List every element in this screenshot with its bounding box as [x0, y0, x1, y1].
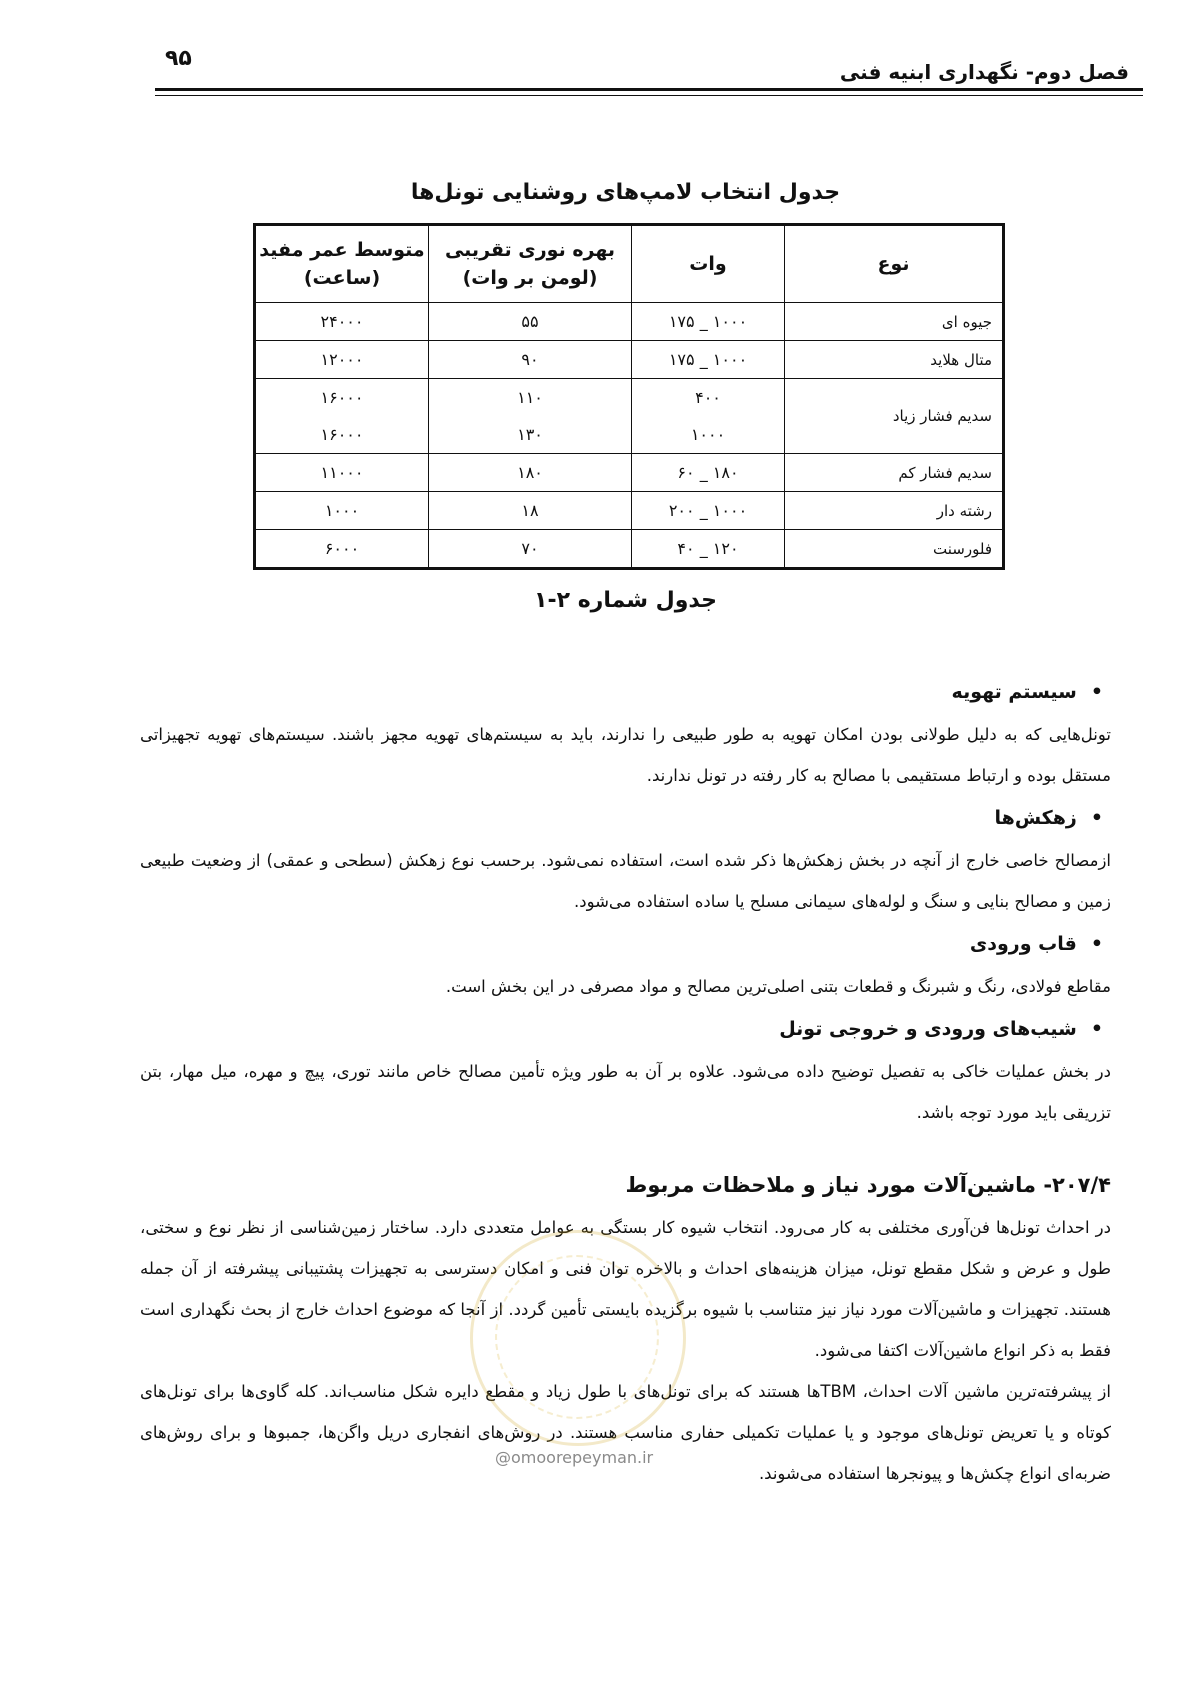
cell-type: رشته دار	[785, 492, 1004, 530]
bullet-heading	[140, 796, 1111, 840]
table-row	[255, 454, 1004, 492]
ventilation-paragraph: تونل‌هایی که به دلیل طولانی بودن امکان تهویه به طور طبیعی را ندارند، باید به سیستم‌های تهویه مجهز باشند. سیستم‌های تهویه تجهیزاتی مستقل بوده و ارتباط مستقیمی با مصالح به کار رفته در تونل ندارند.	[140, 725, 1111, 785]
cell-watt: ۱۸۰ _ ۶۰	[632, 454, 785, 492]
header-rule	[155, 88, 1143, 91]
bullet-icon: •	[1090, 807, 1103, 829]
header-rule-thin	[155, 95, 1143, 96]
header-efficacy	[429, 225, 632, 303]
cell-type: جیوه ای	[785, 303, 1004, 341]
cell-efficacy: ۹۰	[429, 341, 632, 379]
bullet-heading	[140, 670, 1111, 714]
header-type: نوع	[785, 225, 1004, 303]
bullet-heading	[140, 1007, 1111, 1051]
cell-efficacy: ۱۸	[429, 492, 632, 530]
cell-life: ۱۶۰۰۰	[255, 416, 429, 454]
table-caption: جدول شماره ۲-۱	[534, 588, 717, 613]
cell-type: فلورسنت	[785, 530, 1004, 569]
cell-life: ۱۰۰۰	[255, 492, 429, 530]
cell-watt: ۱۰۰۰ _ ۱۷۵	[632, 303, 785, 341]
cell-efficacy: ۷۰	[429, 530, 632, 569]
machinery-paragraph-2: از پیشرفته‌ترین ماشین آلات احداث، TBMها هستند که برای تونل‌های با طول زیاد و مقطع دایره شکل مناسب‌اند. کله گاوی‌ها برای تونل‌های کوتاه و یا تعریض تونل‌های موجود و یا عملیات تکمیلی حفاری مناسب هستند. در روش‌های انفجاری دریل واگن‌ها، جمبوها و برای روش‌های ضربه‌ای انواع چکش‌ها و پیونجرها استفاده می‌شوند.	[140, 1382, 1111, 1483]
at-icon: @	[495, 1448, 511, 1467]
table-row	[255, 341, 1004, 379]
header-life-line1: متوسط عمر مفید	[259, 238, 425, 261]
cell-efficacy: ۱۱۰	[429, 379, 632, 417]
cell-type: سدیم فشار زیاد	[785, 379, 1004, 454]
cell-life: ۶۰۰۰	[255, 530, 429, 569]
bullet-icon: •	[1090, 1018, 1103, 1040]
table-row	[255, 530, 1004, 569]
page-number: ۹۵	[165, 46, 192, 71]
lamp-selection-table	[253, 223, 1005, 570]
section-heading: ۲۰۷/۴- ماشین‌آلات مورد نیاز و ملاحظات مربوط	[625, 1173, 1111, 1197]
slopes-title: شیب‌های ورودی و خروجی تونل	[779, 1018, 1077, 1040]
cell-watt: ۱۰۰۰ _ ۱۷۵	[632, 341, 785, 379]
cell-efficacy: ۱۸۰	[429, 454, 632, 492]
table-row	[255, 303, 1004, 341]
cell-life: ۲۴۰۰۰	[255, 303, 429, 341]
header-efficacy-line2: (لومن بر وات)	[462, 267, 598, 289]
slopes-paragraph: در بخش عملیات خاکی به تفصیل توضیح داده می‌شود. علاوه بر آن به طور ویژه تأمین مصالح خاص مانند توری، پیچ و مهره، میل مهار، بتن تزریقی باید مورد توجه باشد.	[140, 1062, 1111, 1122]
drainage-paragraph: ازمصالح خاصی خارج از آنچه در بخش زهکش‌ها ذکر شده است، استفاده نمی‌شود. برحسب نوع زهکش (سطحی و عمقی) از وضعیت طبیعی زمین و مصالح بنایی و سنگ و لوله‌های سیمانی مسلح یا ساده استفاده می‌شود.	[140, 851, 1111, 911]
cell-type: سدیم فشار کم	[785, 454, 1004, 492]
header-life-line2: (ساعت)	[303, 267, 381, 289]
chapter-title: فصل دوم- نگهداری ابنیه فنی	[839, 60, 1129, 84]
table-title: جدول انتخاب لامپ‌های روشنایی تونل‌ها	[410, 180, 841, 205]
table-row	[255, 492, 1004, 530]
watermark-seal-icon	[470, 1230, 686, 1446]
header-watt: وات	[632, 225, 785, 303]
bullet-icon: •	[1090, 681, 1103, 703]
bullet-heading	[140, 922, 1111, 966]
cell-watt: ۱۲۰ _ ۴۰	[632, 530, 785, 569]
cell-watt: ۴۰۰	[632, 379, 785, 417]
cell-efficacy: ۵۵	[429, 303, 632, 341]
watermark-seal-ring	[495, 1255, 659, 1419]
table-header-row	[255, 225, 1004, 303]
cell-life: ۱۲۰۰۰	[255, 341, 429, 379]
table-row	[255, 379, 1004, 417]
watermark-url	[495, 1448, 653, 1467]
machinery-paragraph-1: در احداث تونل‌ها فن‌آوری مختلفی به کار می‌رود. انتخاب شیوه کار بستگی به عوامل متعددی دارد. ساختار زمین‌شناسی از نظر نوع و سختی، طول و عرض و شکل مقطع تونل، میزان هزینه‌های احداث و بالاخره توان فنی و امکان دسترسی به تجهیزات پشتیبانی پیشرفته از آن جمله هستند. تجهیزات و ماشین‌آلات مورد نیاز نیز متناسب با شیوه برگزیده بایستی تأمین گردد. از آنجا که موضوع احداث خارج از بحث نگهداری است فقط به ذکر انواع ماشین‌آلات اکتفا می‌شود.	[140, 1218, 1111, 1360]
cell-life: ۱۱۰۰۰	[255, 454, 429, 492]
cell-life: ۱۶۰۰۰	[255, 379, 429, 417]
cell-watt: ۱۰۰۰	[632, 416, 785, 454]
header-life	[255, 225, 429, 303]
drainage-title: زهکش‌ها	[994, 807, 1077, 829]
cell-efficacy: ۱۳۰	[429, 416, 632, 454]
portal-paragraph: مقاطع فولادی، رنگ و شبرنگ و قطعات بتنی اصلی‌ترین مصالح و مواد مصرفی در این بخش است.	[445, 977, 1111, 996]
cell-watt: ۱۰۰۰ _ ۲۰۰	[632, 492, 785, 530]
portal-title: قاب ورودی	[969, 933, 1077, 955]
watermark-url-text: omoorepeyman.ir	[511, 1448, 654, 1467]
ventilation-title: سیستم تهویه	[951, 681, 1077, 703]
cell-type: متال هلاید	[785, 341, 1004, 379]
bullet-icon: •	[1090, 933, 1103, 955]
header-efficacy-line1: بهره نوری تقریبی	[444, 238, 616, 261]
